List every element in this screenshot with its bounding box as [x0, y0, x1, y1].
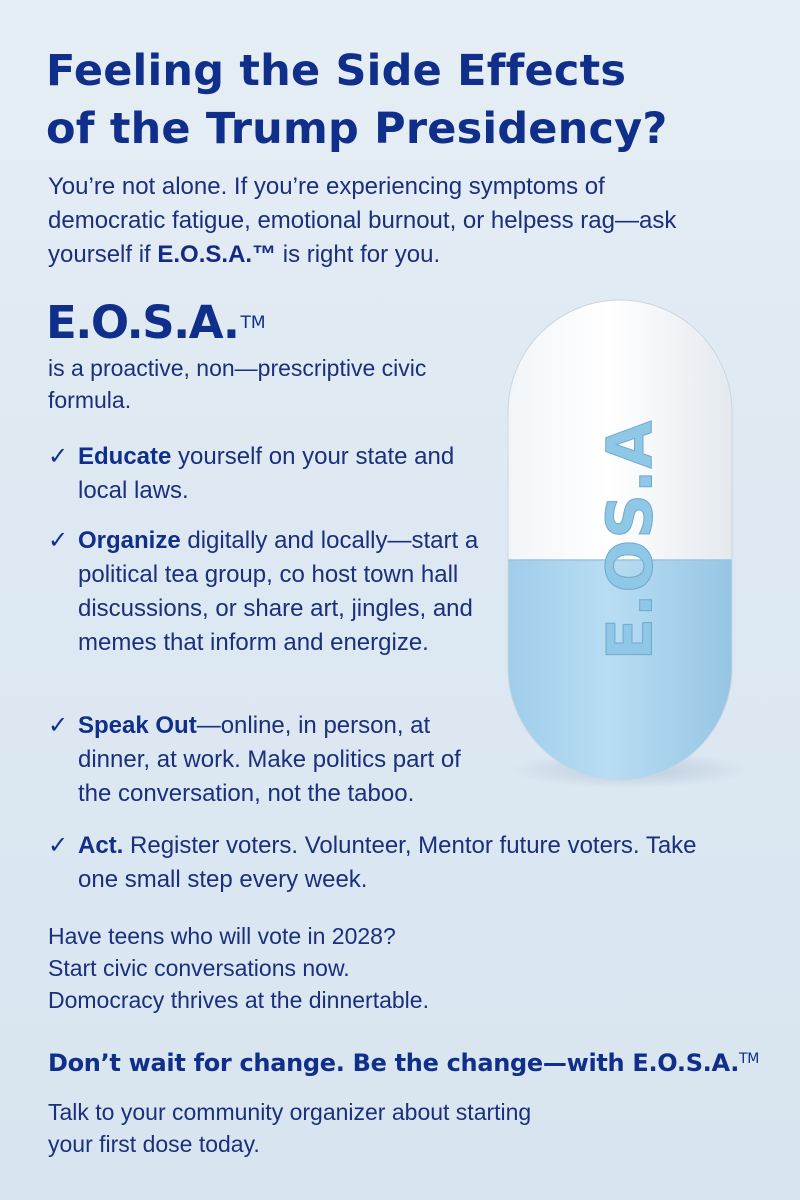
- brand-heading: [46, 296, 266, 349]
- checklist-rest: —online, in person, at dinner, at work. Make politics part of the conversation, not the taboo.: [78, 712, 461, 807]
- checklist-rest: digitally and locally—start a political tea group, co host town hall discussions, or share art, jingles, and memes that inform and energize.: [78, 527, 479, 656]
- closing-line-2: your first dose today.: [48, 1131, 260, 1157]
- checkmark-icon: ✓: [48, 712, 69, 739]
- checklist-item-educate: [48, 440, 468, 508]
- cta-tm: TM: [739, 1051, 760, 1067]
- closing-paragraph: [48, 1096, 648, 1160]
- cta-text: Don’t wait for change. Be the change—with E.O.S.A.: [48, 1049, 740, 1077]
- brand-tm: TM: [240, 313, 266, 333]
- brand-name: E.O.S.A.: [46, 296, 239, 349]
- teens-paragraph: [48, 920, 568, 1016]
- call-to-action: [48, 1042, 768, 1080]
- intro-text-after: is right for you.: [276, 241, 441, 268]
- closing-line-1: Talk to your community organizer about starting: [48, 1099, 532, 1125]
- checklist-bold: Speak Out: [78, 712, 197, 739]
- headline-line-1: Feeling the Side Effects: [46, 46, 627, 96]
- checklist-text: [78, 524, 488, 660]
- checklist-bold: Educate: [78, 443, 172, 470]
- headline-line-2: of the Trump Presidency?: [46, 104, 668, 154]
- intro-brand: E.O.S.A.™: [157, 241, 277, 268]
- checklist-bold: Organize: [78, 527, 181, 554]
- checklist-rest: Register voters. Volunteer, Mentor future voters. Take one small step every week.: [78, 832, 697, 893]
- teens-line-1: Have teens who will vote in 2028?: [48, 923, 396, 949]
- checklist-item-organize: [48, 524, 488, 660]
- checklist-item-speak-out: [48, 709, 488, 811]
- teens-line-2: Start civic conversations now.: [48, 955, 350, 981]
- checkmark-icon: ✓: [48, 443, 69, 470]
- checkmark-icon: ✓: [48, 527, 69, 554]
- pill-capsule-image: [490, 290, 750, 790]
- pill-label: E.OS.A: [593, 419, 667, 661]
- checklist-text: [78, 440, 468, 508]
- checklist-text: [78, 709, 488, 811]
- checklist-rest: yourself on your state and local laws.: [78, 443, 455, 504]
- checkmark-icon: ✓: [48, 832, 69, 859]
- intro-text-before: You’re not alone. If you’re experiencing symptoms of democratic fatigue, emotional burnout, or helpess rag—ask yourself if: [48, 173, 677, 268]
- headline: [46, 42, 766, 158]
- checklist-text: [78, 829, 738, 897]
- teens-line-3: Domocracy thrives at the dinnertable.: [48, 987, 429, 1013]
- checklist-item-act: [48, 829, 738, 897]
- intro-paragraph: [48, 170, 728, 272]
- checklist-bold: Act.: [78, 832, 124, 859]
- tagline: is a proactive, non—prescriptive civic formula.: [48, 355, 427, 413]
